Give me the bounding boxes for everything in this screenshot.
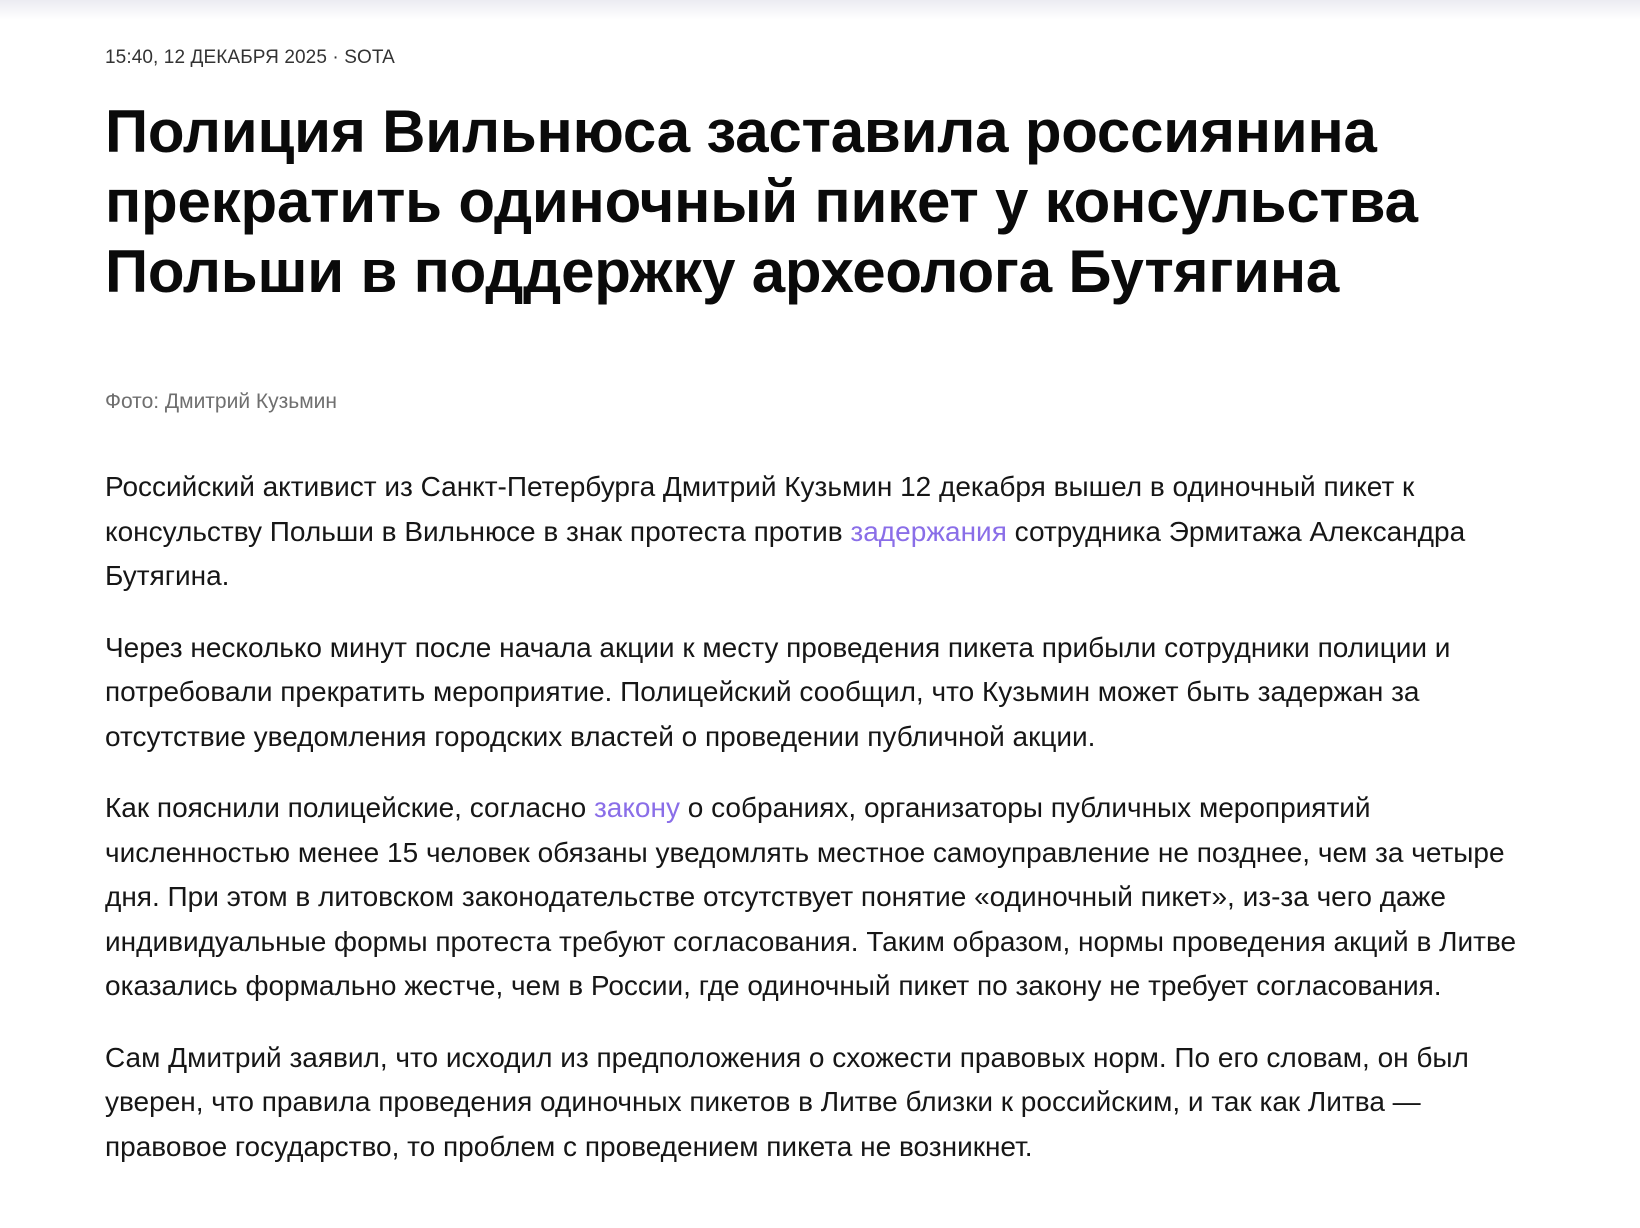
paragraph-1-text-after: сотрудника Эрмитажа Александра Бутягина. — [105, 515, 1466, 591]
publish-timestamp: 15:40, 12 ДЕКАБРЯ 2025 — [105, 47, 327, 68]
article-headline: Полиция Вильнюса заставила россиянина прекратить одиночный пикет у консульства Польши в поддержку археолога Бутягина — [105, 98, 1418, 305]
top-browser-strip — [0, 0, 1640, 20]
link-law[interactable]: закону — [593, 792, 680, 823]
article-meta — [105, 44, 1525, 72]
photo-credit: Фото: Дмитрий Кузьмин — [105, 390, 337, 413]
paragraph-3-text-before: Как пояснили полицейские, согласно — [105, 792, 594, 823]
source-name: SOTA — [344, 47, 395, 68]
paragraph-2: Через несколько минут после начала акции к месту проведения пикета прибыли сотрудники полиции и потребовали прекратить мероприятие. Полицейский сообщил, что Кузьмин может быть задержан за отсутствие уведомления городских властей о проведении публичной акции. — [105, 631, 1451, 752]
paragraph-3 — [105, 786, 1525, 1009]
paragraph-4: Сам Дмитрий заявил, что исходил из предположения о схожести правовых норм. По его словам, он был уверен, что правила проведения одиночных пикетов в Литве близки к российским, и так как Литва — правовое государство, то проблем с проведением пикета не возникнет. — [105, 1041, 1469, 1162]
paragraph-3-text-after: о собраниях, организаторы публичных мероприятий численностью менее 15 человек обязаны уведомлять местное самоуправление не позднее, чем за четыре дня. При этом в литовском законодательстве отсутствует понятие «одиночный пикет», из-за чего даже индивидуальные формы протеста требуют согласования. Таким образом, нормы проведения акций в Литве оказались формально жестче, чем в России, где одиночный пикет по закону не требует согласования. — [105, 792, 1517, 1001]
link-detention[interactable]: задержания — [850, 515, 1007, 547]
meta-separator: · — [327, 47, 345, 68]
paragraph-1 — [105, 465, 1525, 599]
paragraph-1-text-before: Российский активист из Санкт-Петербурга Дмитрий Кузьмин 12 декабря вышел в одиночный пикет к консульству Польши в Вильнюсе в знак протеста против — [105, 471, 1415, 547]
article-body — [105, 465, 1525, 1169]
article — [105, 44, 1525, 1169]
